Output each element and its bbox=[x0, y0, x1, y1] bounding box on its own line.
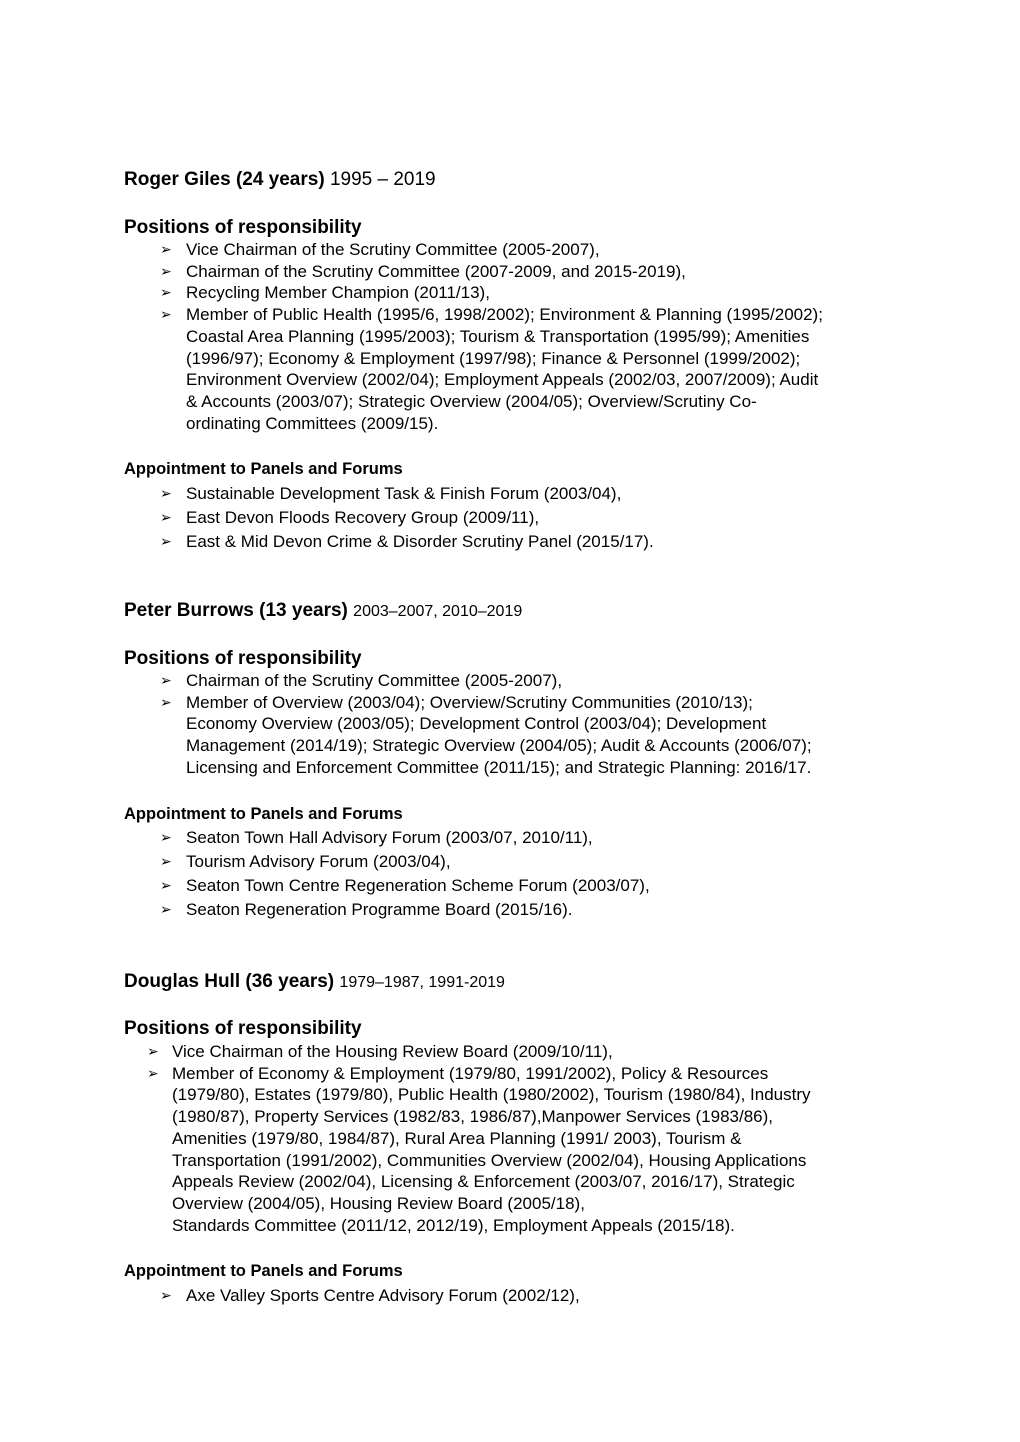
position-item-line: Chairman of the Scrutiny Committee (2007-2009, and 2015-2019), bbox=[186, 261, 686, 281]
position-item-line: Economy Overview (2003/05); Development Control (2003/04); Development bbox=[186, 714, 767, 734]
position-item-line: (1980/87), Property Services (1982/83, 1986/87),Manpower Services (1983/86), bbox=[172, 1107, 773, 1127]
bullet-arrow-icon: ➢ bbox=[160, 509, 172, 525]
position-item-line: (1996/97); Economy & Employment (1997/98); Finance & Personnel (1999/2002); bbox=[186, 348, 801, 368]
member-name: Roger Giles bbox=[124, 169, 231, 190]
panel-item: Seaton Town Hall Advisory Forum (2003/07, 2010/11), bbox=[186, 828, 593, 847]
position-item-line: Overview (2004/05), Housing Review Board (2005/18), bbox=[172, 1193, 585, 1213]
positions-heading: Positions of responsibility bbox=[124, 1018, 362, 1039]
bullet-arrow-icon: ➢ bbox=[160, 533, 172, 549]
bullet-arrow-icon: ➢ bbox=[160, 306, 172, 323]
position-item-line: Environment Overview (2002/04); Employment Appeals (2002/03, 2007/2009); Audit bbox=[186, 370, 819, 390]
panel-item: Tourism Advisory Forum (2003/04), bbox=[186, 852, 451, 871]
bullet-arrow-icon: ➢ bbox=[160, 241, 172, 257]
position-item-line: Standards Committee (2011/12, 2012/19), Employment Appeals (2015/18). bbox=[172, 1215, 735, 1235]
bullet-arrow-icon: ➢ bbox=[160, 485, 172, 501]
position-item-line: ordinating Committees (2009/15). bbox=[186, 413, 439, 433]
member-term: 1995 – 2019 bbox=[329, 169, 436, 190]
panel-item: Seaton Town Centre Regeneration Scheme Forum (2003/07), bbox=[186, 876, 650, 895]
position-item-line: Member of Overview (2003/04); Overview/Scrutiny Communities (2010/13); bbox=[186, 692, 753, 712]
bullet-arrow-icon: ➢ bbox=[160, 672, 172, 688]
bullet-arrow-icon: ➢ bbox=[160, 877, 172, 893]
position-item-line: Vice Chairman of the Housing Review Board (2009/10/11), bbox=[172, 1042, 613, 1061]
position-item-line: Chairman of the Scrutiny Committee (2005-2007), bbox=[186, 671, 563, 690]
member-heading bbox=[124, 170, 436, 189]
member-term: 2003–2007, 2010–2019 bbox=[353, 603, 523, 620]
position-item-line: & Accounts (2003/07); Strategic Overview (2004/05); Overview/Scrutiny Co- bbox=[186, 391, 757, 411]
position-item-line: Member of Public Health (1995/6, 1998/2002); Environment & Planning (1995/2002); bbox=[186, 305, 823, 325]
bullet-arrow-icon: ➢ bbox=[160, 693, 172, 710]
bullet-arrow-icon: ➢ bbox=[160, 262, 172, 279]
member-term: 1979–1987, 1991-2019 bbox=[339, 974, 505, 991]
member-name: Douglas Hull bbox=[124, 971, 241, 992]
member-heading bbox=[124, 972, 505, 991]
position-item-line: Vice Chairman of the Scrutiny Committee (2005-2007), bbox=[186, 240, 600, 259]
panels-heading: Appointment to Panels and Forums bbox=[124, 1262, 403, 1280]
bullet-arrow-icon: ➢ bbox=[147, 1064, 159, 1081]
member-years: (24 years) bbox=[235, 169, 325, 190]
positions-heading: Positions of responsibility bbox=[124, 648, 362, 669]
position-item-line: Management (2014/19); Strategic Overview (2004/05); Audit & Accounts (2006/07); bbox=[186, 736, 812, 756]
position-item-line: Appeals Review (2002/04), Licensing & Enforcement (2003/07, 2016/17), Strategic bbox=[172, 1172, 795, 1192]
bullet-arrow-icon: ➢ bbox=[160, 901, 172, 917]
member-years: (36 years) bbox=[245, 971, 335, 992]
panel-item: Sustainable Development Task & Finish Forum (2003/04), bbox=[186, 484, 622, 503]
bullet-arrow-icon: ➢ bbox=[160, 1287, 172, 1303]
positions-heading: Positions of responsibility bbox=[124, 217, 362, 238]
panel-item: Axe Valley Sports Centre Advisory Forum (2002/12), bbox=[186, 1286, 580, 1305]
position-item-line: (1979/80), Estates (1979/80), Public Health (1980/2002), Tourism (1980/84), Industry bbox=[172, 1085, 811, 1105]
member-years: (13 years) bbox=[259, 600, 348, 621]
panel-item: East Devon Floods Recovery Group (2009/11), bbox=[186, 508, 540, 527]
bullet-arrow-icon: ➢ bbox=[160, 829, 172, 845]
panel-item: East & Mid Devon Crime & Disorder Scrutiny Panel (2015/17). bbox=[186, 532, 654, 551]
member-name: Peter Burrows bbox=[124, 600, 254, 621]
panels-heading: Appointment to Panels and Forums bbox=[124, 805, 403, 823]
position-item-line: Amenities (1979/80, 1984/87), Rural Area Planning (1991/ 2003), Tourism & bbox=[172, 1128, 742, 1148]
position-item-line: Transportation (1991/2002), Communities Overview (2002/04), Housing Applications bbox=[172, 1150, 807, 1170]
position-item-line: Coastal Area Planning (1995/2003); Tourism & Transportation (1995/99); Amenities bbox=[186, 326, 810, 346]
member-heading bbox=[124, 601, 522, 620]
position-item-line: Member of Economy & Employment (1979/80, 1991/2002), Policy & Resources bbox=[172, 1063, 769, 1083]
position-item-line: Licensing and Enforcement Committee (2011/15); and Strategic Planning: 2016/17. bbox=[186, 757, 812, 777]
panels-heading: Appointment to Panels and Forums bbox=[124, 460, 403, 478]
bullet-arrow-icon: ➢ bbox=[160, 853, 172, 869]
bullet-arrow-icon: ➢ bbox=[160, 284, 172, 301]
panel-item: Seaton Regeneration Programme Board (2015/16). bbox=[186, 900, 573, 919]
position-item-line: Recycling Member Champion (2011/13), bbox=[186, 283, 490, 303]
bullet-arrow-icon: ➢ bbox=[147, 1043, 159, 1059]
